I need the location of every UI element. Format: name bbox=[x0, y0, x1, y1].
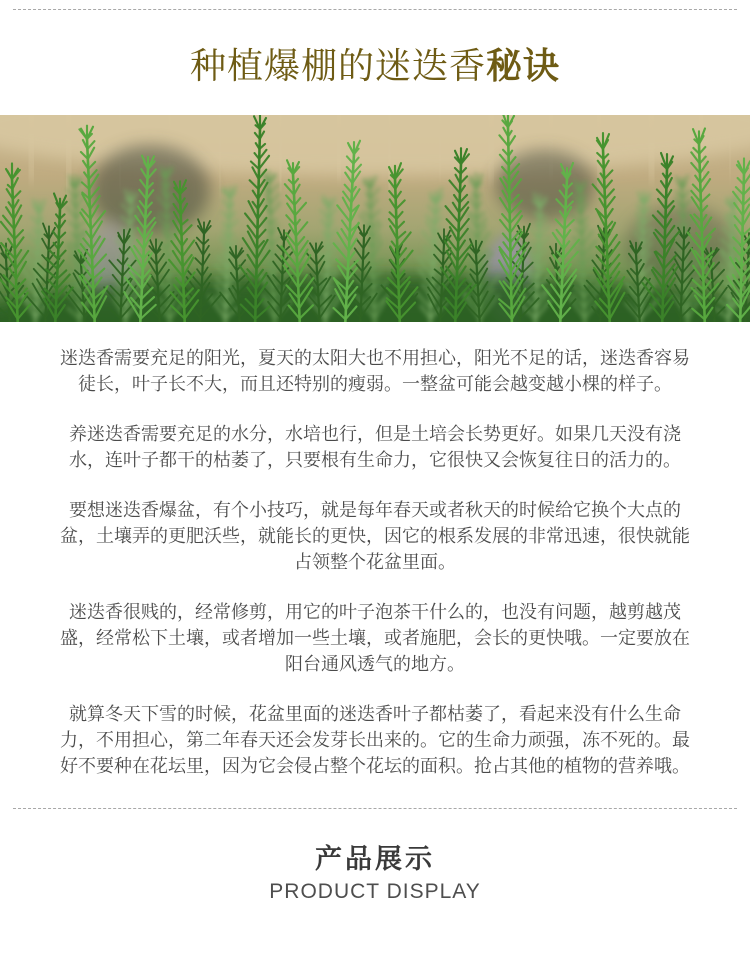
tip-paragraph-pruning: 迷迭香很贱的，经常修剪，用它的叶子泡茶干什么的，也没有问题，越剪越茂盛，经常松下土壤，或者增加一些土壤，或者施肥，会长的更快哦。一定要放在阳台通风透气的地方。 bbox=[60, 602, 690, 674]
tip-paragraph-water: 养迷迭香需要充足的水分，水培也行，但是土培会长势更好。如果几天没有浇水，连叶子都干的枯萎了，只要根有生命力，它很快又会恢复往日的活力的。 bbox=[69, 424, 681, 470]
product-display-title-cn: 产品展示 bbox=[315, 844, 435, 874]
tips-section bbox=[0, 322, 750, 779]
product-display-title-en: PRODUCT DISPLAY bbox=[269, 880, 481, 903]
product-display-heading bbox=[0, 842, 750, 905]
section-title bbox=[0, 41, 750, 91]
tip-paragraph-sunlight: 迷迭香需要充足的阳光，夏天的太阳大也不用担心，阳光不足的话，迷迭香容易徒长，叶子长不大，而且还特别的瘦弱。一整盆可能会越变越小棵的样子。 bbox=[60, 348, 690, 394]
rosemary-photo-svg bbox=[0, 115, 750, 322]
top-dashed-divider bbox=[13, 9, 737, 10]
tip-paragraph-repotting: 要想迷迭香爆盆，有个小技巧，就是每年春天或者秋天的时候给它换个大点的盆，土壤弄的更肥沃些，就能长的更快，因它的根系发展的非常迅速，很快就能占领整个花盆里面。 bbox=[60, 500, 690, 572]
rosemary-photo bbox=[0, 115, 750, 322]
section-title-bold: 秘诀 bbox=[486, 45, 561, 86]
bottom-dashed-divider bbox=[13, 808, 737, 809]
tip-paragraph-winter: 就算冬天下雪的时候，花盆里面的迷迭香叶子都枯萎了，看起来没有什么生命力，不用担心，第二年春天还会发芽长出来的。它的生命力顽强，冻不死的。最好不要种在花坛里，因为它会侵占整个花坛的面积。抢占其他的植物的营养哦。 bbox=[60, 704, 690, 776]
section-title-normal: 种植爆棚的迷迭香 bbox=[189, 45, 486, 86]
